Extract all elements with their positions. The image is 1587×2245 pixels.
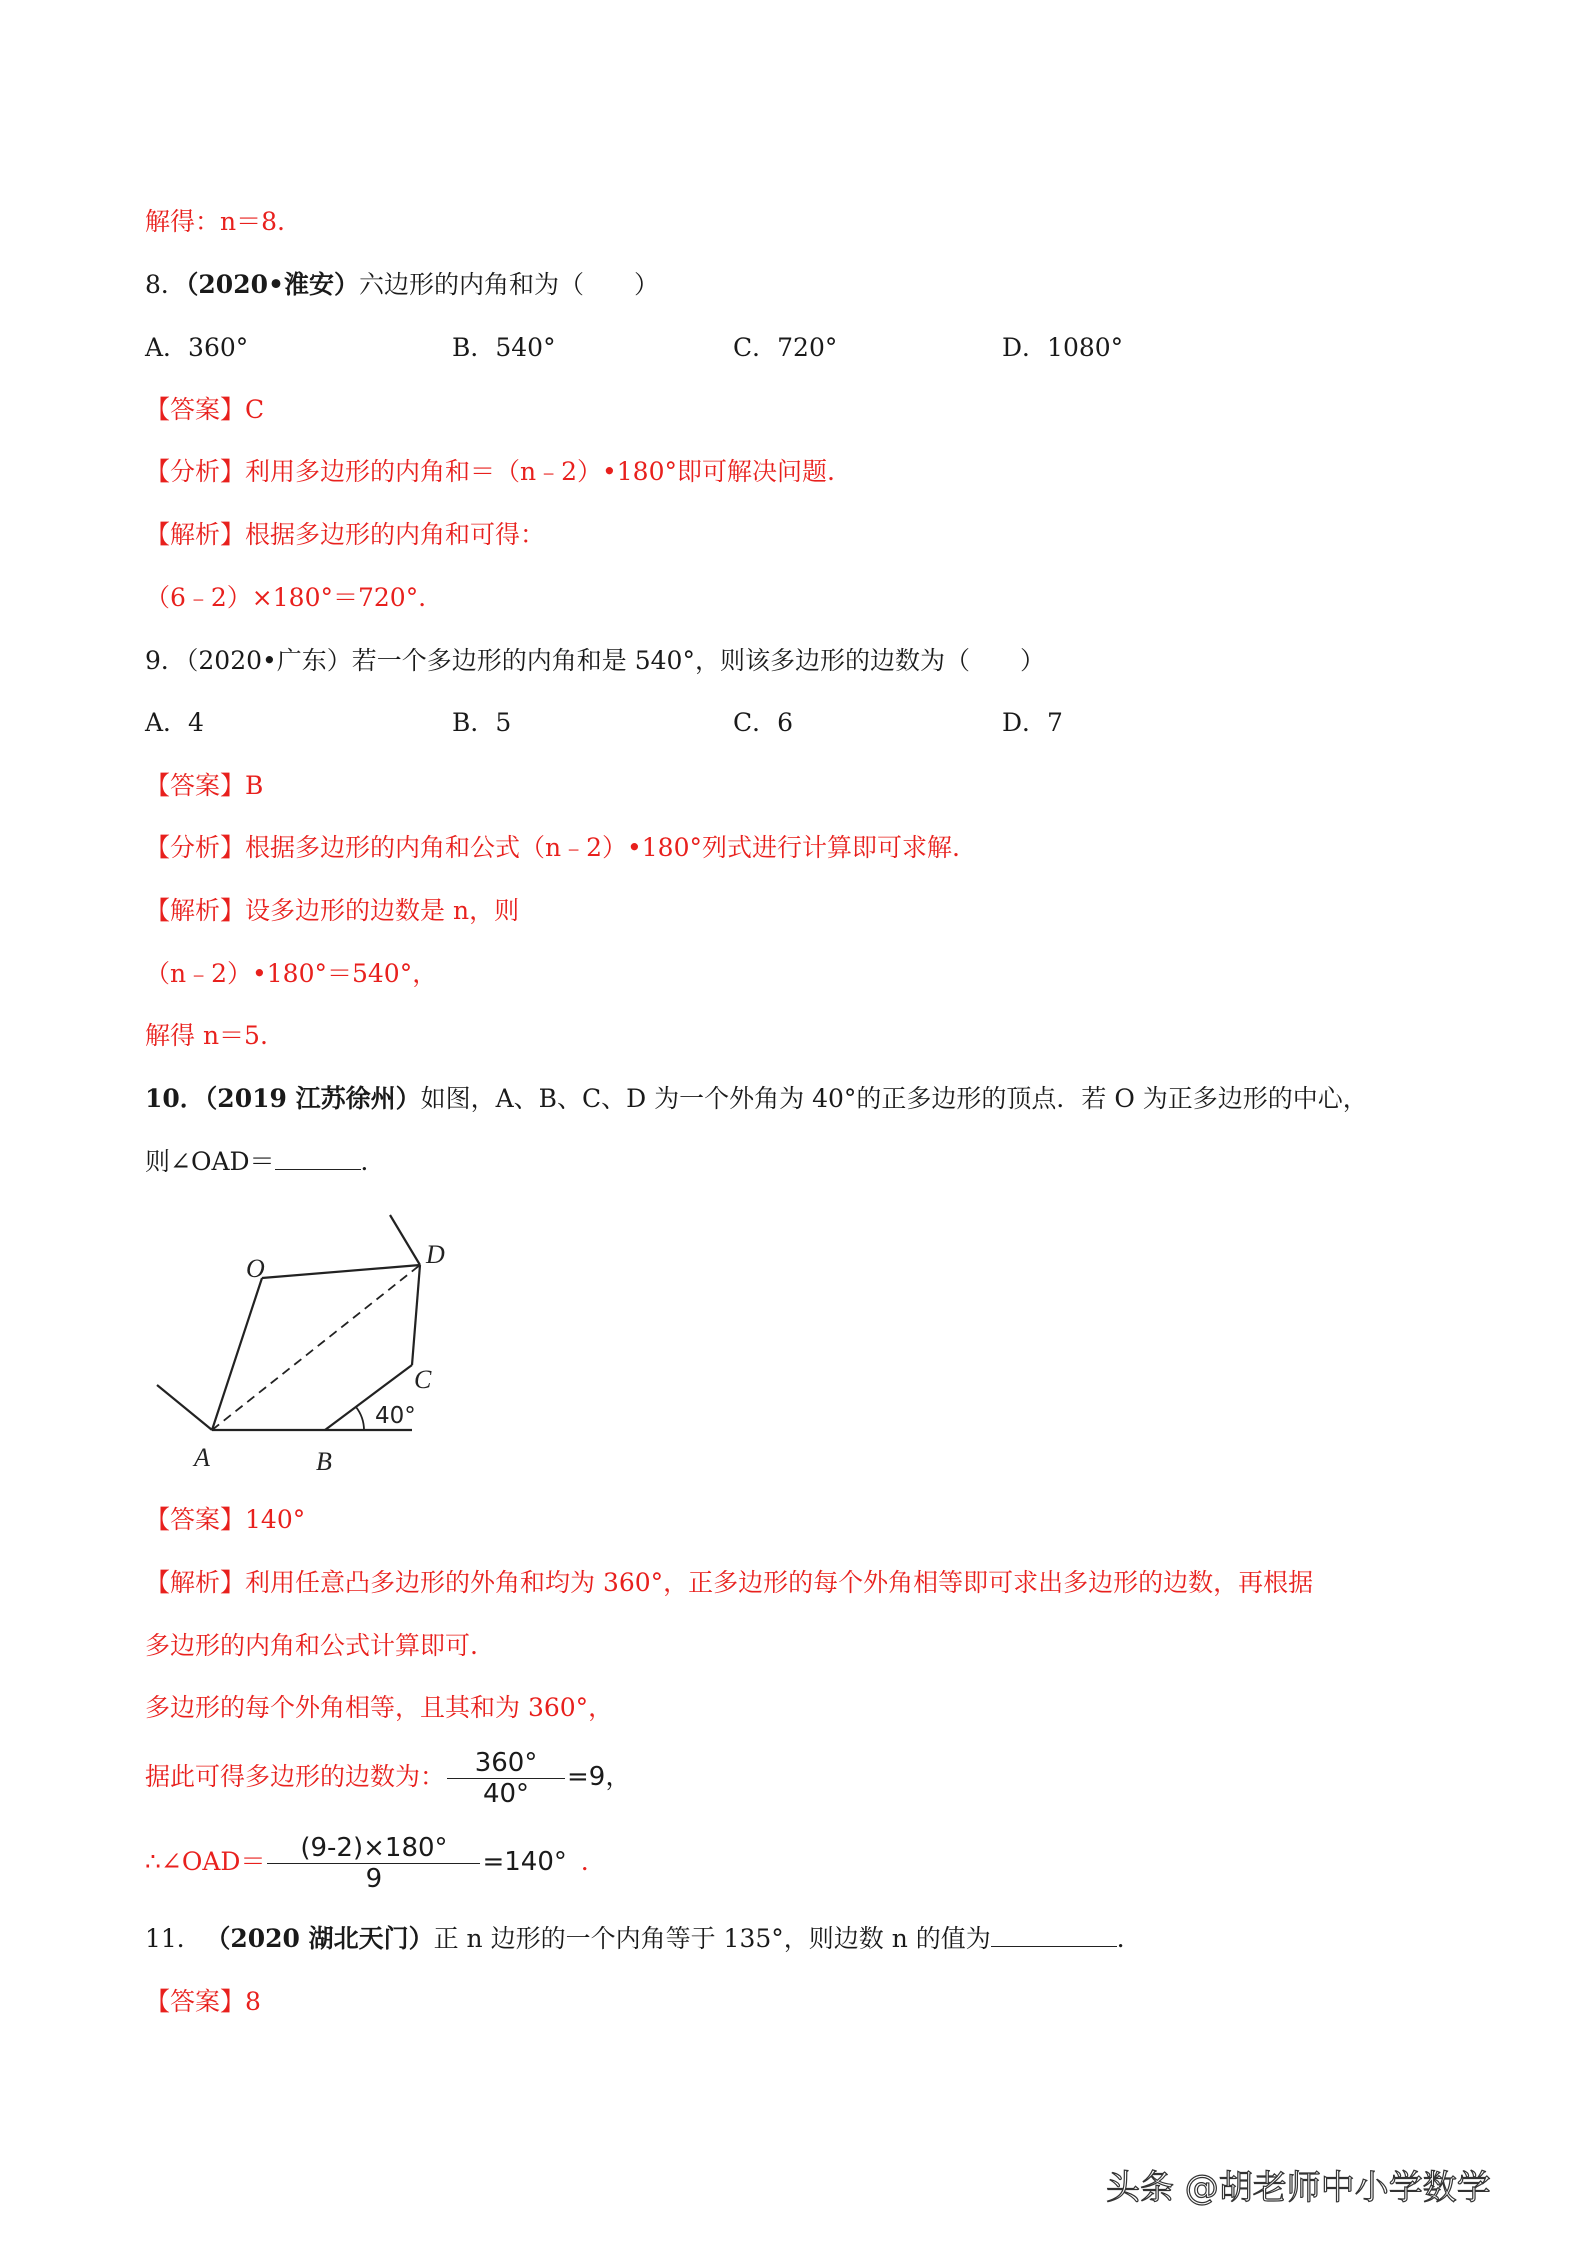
q9-option-b: B．5 <box>452 708 512 737</box>
q10-source: （2019 江苏徐州） <box>204 1084 421 1113</box>
question-9 <box>145 644 1045 678</box>
q11-number: 11． <box>145 1924 202 1953</box>
q9-solve: 解得 n＝5. <box>145 1021 268 1050</box>
q9-answer <box>145 769 263 803</box>
fraction-sides <box>447 1748 565 1809</box>
q9-number: 9． <box>145 646 186 675</box>
label-angle: 40° <box>375 1403 416 1429</box>
analysis-tag: 【分析】 <box>145 833 246 862</box>
q11-answer <box>145 1985 261 2019</box>
q10-text: 如图，A、B、C、D 为一个外角为 40°的正多边形的顶点．若 O 为正多边形的中心， <box>420 1084 1368 1113</box>
step3-result: =140° <box>482 1847 567 1877</box>
q11-end: ． <box>1116 1924 1142 1953</box>
q8-solution <box>145 518 545 552</box>
fraction-angle <box>267 1833 480 1894</box>
edge-ext-a <box>157 1385 212 1430</box>
answer-value: 8 <box>245 1987 261 2016</box>
q10-cont-text: 则∠OAD＝ <box>145 1147 275 1176</box>
q11-source: （2020 湖北天门） <box>217 1924 434 1953</box>
edge-d-ext <box>390 1215 420 1265</box>
q8-option-b: B．540° <box>452 333 556 362</box>
answer-tag: 【答案】 <box>145 771 246 800</box>
q10-step2 <box>145 1742 631 1812</box>
q11-text: 正 n 边形的一个内角等于 135°，则边数 n 的值为 <box>433 1924 991 1953</box>
polygon-figure <box>150 1195 470 1475</box>
edge-od <box>262 1265 420 1278</box>
q10-number: 10． <box>145 1084 205 1113</box>
step3-prefix: ∴∠OAD＝ <box>145 1847 266 1876</box>
answer-tag: 【答案】 <box>145 395 246 424</box>
watermark: 头条 @胡老师中小学数学 <box>1106 2168 1491 2208</box>
solution-tag: 【解析】 <box>145 520 246 549</box>
q7-solve-line: 解得：n＝8. <box>145 207 285 236</box>
question-10 <box>145 1082 1368 1116</box>
answer-tag: 【答案】 <box>145 1505 246 1534</box>
q8-option-c: C．720° <box>733 333 838 362</box>
step2-prefix: 据此可得多边形的边数为： <box>145 1762 446 1791</box>
step3-end: ． <box>580 1847 606 1876</box>
q9-source: （2020•广东） <box>185 646 352 675</box>
fraction-den: 9 <box>365 1864 383 1894</box>
q8-analysis <box>145 455 835 489</box>
answer-value: C <box>245 395 265 424</box>
q9-option-c: C．6 <box>733 708 794 737</box>
solution-tag: 【解析】 <box>145 896 246 925</box>
answer-blank[interactable] <box>275 1145 361 1170</box>
q9-solution <box>145 894 519 928</box>
label-d: D <box>426 1240 445 1269</box>
solution-text: 设多边形的边数是 n，则 <box>245 896 520 925</box>
question-8 <box>145 268 659 302</box>
answer-value: 140° <box>245 1505 306 1534</box>
q9-text: 若一个多边形的内角和是 540°，则该多边形的边数为（ ） <box>351 646 1045 675</box>
analysis-text: 根据多边形的内角和公式（n﹣2）•180°列式进行计算即可求解. <box>245 833 960 862</box>
edge-cd <box>412 1265 420 1365</box>
q10-answer <box>145 1503 305 1537</box>
q8-text: 六边形的内角和为（ ） <box>358 270 659 299</box>
step2-result: =9， <box>567 1762 632 1792</box>
label-c: C <box>414 1365 432 1394</box>
q10-step1: 多边形的每个外角相等，且其和为 360°， <box>145 1693 614 1722</box>
angle-arc <box>356 1407 364 1430</box>
fraction-num: 360° <box>447 1748 565 1779</box>
q9-analysis <box>145 831 960 865</box>
solution-text: 根据多边形的内角和可得： <box>245 520 546 549</box>
q9-calc: （n﹣2）•180°＝540°， <box>145 959 438 988</box>
q8-calc: （6﹣2）×180°＝720°． <box>145 583 444 612</box>
label-b: B <box>316 1447 332 1475</box>
label-o: O <box>246 1254 265 1283</box>
analysis-tag: 【分析】 <box>145 457 246 486</box>
q8-source: （2020•淮安） <box>185 270 359 299</box>
solution-tag: 【解析】 <box>145 1568 246 1597</box>
question-11 <box>145 1922 1142 1956</box>
q8-option-a: A．360° <box>145 333 249 362</box>
fraction-den: 40° <box>482 1779 530 1809</box>
q10-solution <box>145 1566 1313 1600</box>
q8-answer <box>145 393 264 427</box>
q9-option-a: A．4 <box>145 708 204 737</box>
question-10-cont <box>145 1145 386 1179</box>
solution-text: 利用任意凸多边形的外角和均为 360°，正多边形的每个外角相等即可求出多边形的边数，再根据 <box>245 1568 1314 1597</box>
q10-solution-cont: 多边形的内角和公式计算即可. <box>145 1631 478 1660</box>
q8-option-d: D．1080° <box>1002 333 1124 362</box>
analysis-text: 利用多边形的内角和＝（n﹣2）•180°即可解决问题. <box>245 457 835 486</box>
answer-value: B <box>245 771 264 800</box>
fraction-num: (9-2)×180° <box>267 1833 480 1864</box>
label-a: A <box>194 1443 210 1472</box>
q10-end: ． <box>360 1147 386 1176</box>
q10-step3 <box>145 1827 606 1897</box>
q8-number: 8． <box>145 270 186 299</box>
answer-blank[interactable] <box>991 1922 1117 1947</box>
q9-option-d: D．7 <box>1002 708 1063 737</box>
edge-oa <box>212 1278 262 1430</box>
answer-tag: 【答案】 <box>145 1987 246 2016</box>
